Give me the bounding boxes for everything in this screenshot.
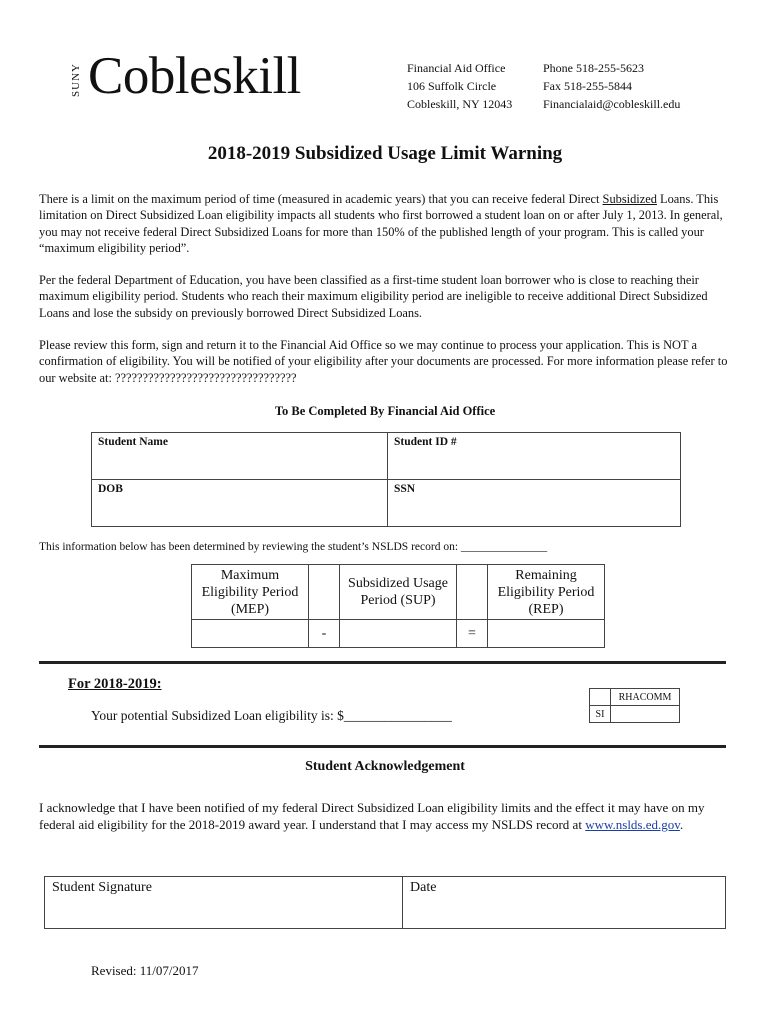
intro-underlined-word: Subsidized — [602, 192, 657, 206]
student-name-label: Student Name — [98, 436, 168, 448]
si-value-field[interactable] — [611, 706, 680, 723]
student-id-field[interactable] — [388, 433, 681, 480]
revision-date: Revised: 11/07/2017 — [91, 963, 199, 978]
page-title: 2018-2019 Subsidized Usage Limit Warning — [207, 143, 563, 164]
office-address — [407, 59, 512, 113]
acknowledgement-heading: Student Acknowledgement — [305, 759, 465, 774]
student-id-label: Student ID # — [394, 436, 457, 448]
equals-sign: = — [457, 620, 488, 648]
section-divider — [39, 745, 726, 748]
acknowledgement-body: I acknowledge that I have been notified of my federal Direct Subsidized Loan eligibility limits and the effect it may have on my federal aid eligibility for the 2018-2019 award year. I understand that I may access my NSLDS record at — [39, 800, 705, 832]
student-signature-field[interactable] — [45, 877, 403, 929]
rhacomm-code: RHACOMM — [611, 689, 680, 706]
office-fax: Fax 518-255-5844 — [543, 79, 632, 93]
mep-value-field[interactable] — [192, 620, 309, 648]
instructions-paragraph: Please review this form, sign and return it to the Financial Aid Office so we may continue to process your application. This is NOT a confirmation of eligibility. You will be notified of your eligibility after your documents are processed. For more information please refer to our website at: ????????????????????????????????? — [39, 338, 728, 385]
si-code: SI — [590, 706, 611, 723]
dob-label: DOB — [98, 483, 123, 495]
intro-paragraph — [39, 191, 729, 257]
office-email: Financialaid@cobleskill.edu — [543, 97, 681, 111]
intro-text-start: There is a limit on the maximum period of time (measured in academic years) that you can receive federal Direct — [39, 192, 603, 206]
nslds-link[interactable]: www.nslds.ed.gov — [585, 817, 680, 832]
signature-table — [44, 876, 726, 929]
office-name: Financial Aid Office — [407, 61, 506, 75]
dob-field[interactable] — [92, 480, 388, 527]
office-phone: Phone 518-255-5623 — [543, 61, 644, 75]
rep-value-field[interactable] — [488, 620, 605, 648]
logo-suny-text: SUNY — [70, 63, 82, 97]
eligibility-calculation-table — [191, 564, 605, 648]
spacer-cell — [309, 565, 340, 620]
nslds-record-line: This information below has been determined by reviewing the student’s NSLDS record on: _______________ — [39, 541, 548, 553]
office-street: 106 Suffolk Circle — [407, 79, 497, 93]
eligibility-amount-line: Your potential Subsidized Loan eligibility is: $________________ — [91, 708, 452, 723]
mep-header: Maximum Eligibility Period (MEP) — [192, 565, 309, 620]
code-blank-cell — [590, 689, 611, 706]
date-label: Date — [410, 880, 437, 895]
intro-text-end: Loans. This limitation on Direct Subsidized Loan eligibility impacts all students who first borrowed a student loan on or after July 1, 2013. In general, you may not receive federal Direct Subsidized Loans for more than 150% of the published length of your program. This is called your “maximum eligibility period”. — [39, 192, 723, 256]
minus-sign: - — [309, 620, 340, 648]
student-info-table — [91, 432, 681, 527]
sup-value-field[interactable] — [340, 620, 457, 648]
student-name-field[interactable] — [92, 433, 388, 480]
office-code-table — [589, 688, 680, 723]
ssn-field[interactable] — [388, 480, 681, 527]
signature-label: Student Signature — [52, 880, 152, 895]
spacer-cell — [457, 565, 488, 620]
classification-paragraph: Per the federal Department of Education, you have been classified as a first-time student loan borrower who is close to reaching their maximum eligibility period. Students who reach their maximum eligibility period are ineligible to receive additional Direct Subsidized Loans and lose the subsidy on previously borrowed Direct Subsidized Loans. — [39, 273, 708, 320]
office-city: Cobleskill, NY 12043 — [407, 97, 513, 111]
office-section-heading: To Be Completed By Financial Aid Office — [274, 404, 496, 418]
ssn-label: SSN — [394, 483, 416, 495]
date-field[interactable] — [403, 877, 726, 929]
office-contact — [543, 59, 680, 113]
acknowledgement-end: . — [679, 817, 684, 832]
sup-header: Subsidized Usage Period (SUP) — [340, 565, 457, 620]
logo-name: Cobleskill — [88, 47, 301, 105]
rep-header: Remaining Eligibility Period (REP) — [488, 565, 605, 620]
acknowledgement-text — [39, 799, 729, 833]
award-year-label: For 2018-2019: — [68, 676, 162, 692]
college-logo — [68, 47, 338, 106]
section-divider — [39, 661, 726, 664]
